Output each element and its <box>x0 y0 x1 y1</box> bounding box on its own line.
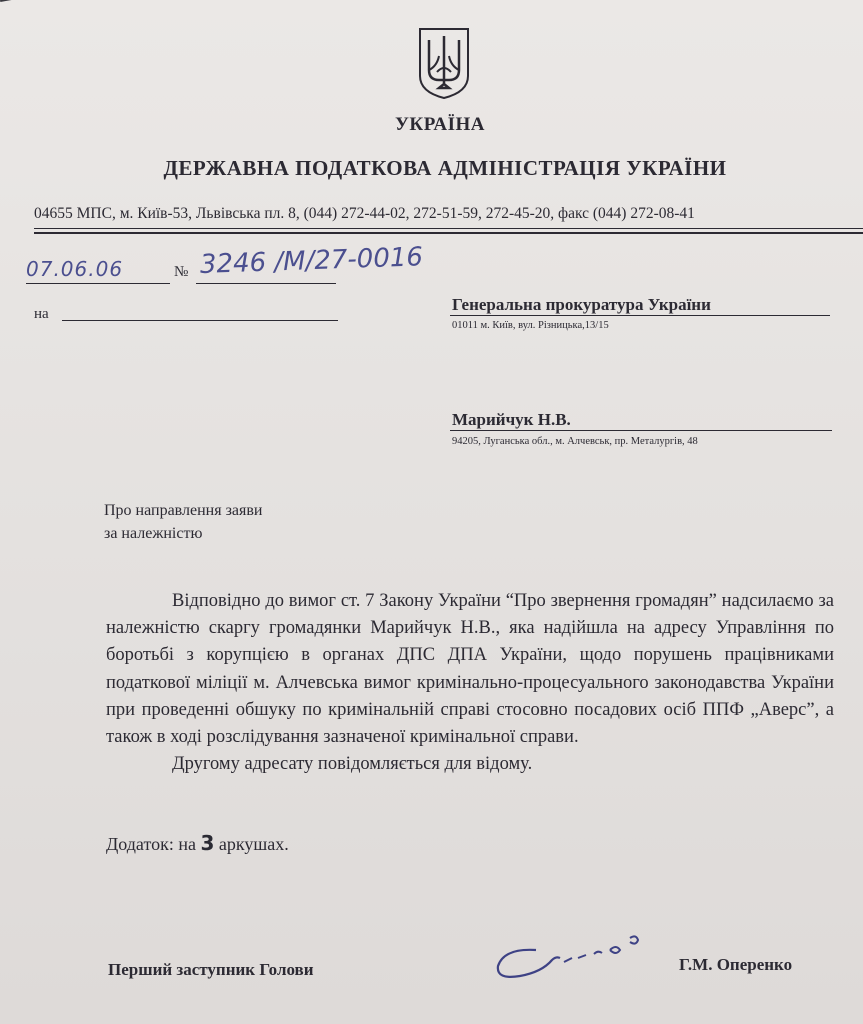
organization-name: ДЕРЖАВНА ПОДАТКОВА АДМІНІСТРАЦІЯ УКРАЇНИ <box>163 156 727 180</box>
registration-number: 3246 /М/27-0016 <box>199 242 424 280</box>
number-sign: № <box>174 264 189 280</box>
subject-line: за належністю <box>104 525 203 542</box>
recipient-name: Генеральна прокуратура України <box>452 295 711 314</box>
body-paragraph: Другому адресату повідомляється для відому. <box>172 754 533 775</box>
header-rule-double <box>34 232 863 234</box>
trident-emblem-icon <box>417 26 471 100</box>
letter-body <box>106 588 834 778</box>
signatory-title: Перший заступник Голови <box>108 960 314 979</box>
attachment-prefix: Додаток: на <box>106 834 196 854</box>
country-name: УКРАЇНА <box>394 114 485 135</box>
subject-line: Про направлення заяви <box>104 502 263 519</box>
recipient-address: 94205, Луганська обл., м. Алчевськ, пр. Металургів, 48 <box>452 436 698 447</box>
in-reply-label: на <box>34 306 49 322</box>
handwritten-signature <box>490 928 650 988</box>
signatory-name: Г.М. Оперенко <box>679 955 793 974</box>
attachment-count: 3 <box>200 831 215 855</box>
corner-mark <box>0 0 48 14</box>
number-underline <box>196 283 336 284</box>
recipient-underline <box>450 315 830 316</box>
recipient-underline <box>450 430 832 431</box>
in-reply-underline <box>62 320 338 321</box>
body-paragraph: Відповідно до вимог ст. 7 Закону України “Про звернення громадян” надсилаємо за належністю скаргу громадянки Марийчук Н.В., яка надійшла на адресу Управління по боротьбі з корупцією в органах ДПС ДПА України, щодо порушень працівниками податкової міліції м. Алчевська вимог кримінально-процесуального законодавства України при проведенні обшуку по кримінальній справі стосовно посадових осіб ППФ „Аверс”, а також в ході розслідування зазначеної кримінальної справи. <box>106 591 834 748</box>
recipient-address: 01011 м. Київ, вул. Різницька,13/15 <box>452 320 609 331</box>
attachment-note <box>106 831 289 855</box>
recipient-name: Марийчук Н.В. <box>452 410 571 429</box>
attachment-suffix: аркушах. <box>218 834 289 854</box>
registration-date: 07.06.06 <box>26 257 124 281</box>
date-underline <box>26 283 170 284</box>
header-rule <box>34 228 863 229</box>
organization-address: 04655 МПС, м. Київ-53, Львівська пл. 8, (044) 272-44-02, 272-51-59, 272-45-20, факс (044) 272-08-41 <box>34 205 695 222</box>
